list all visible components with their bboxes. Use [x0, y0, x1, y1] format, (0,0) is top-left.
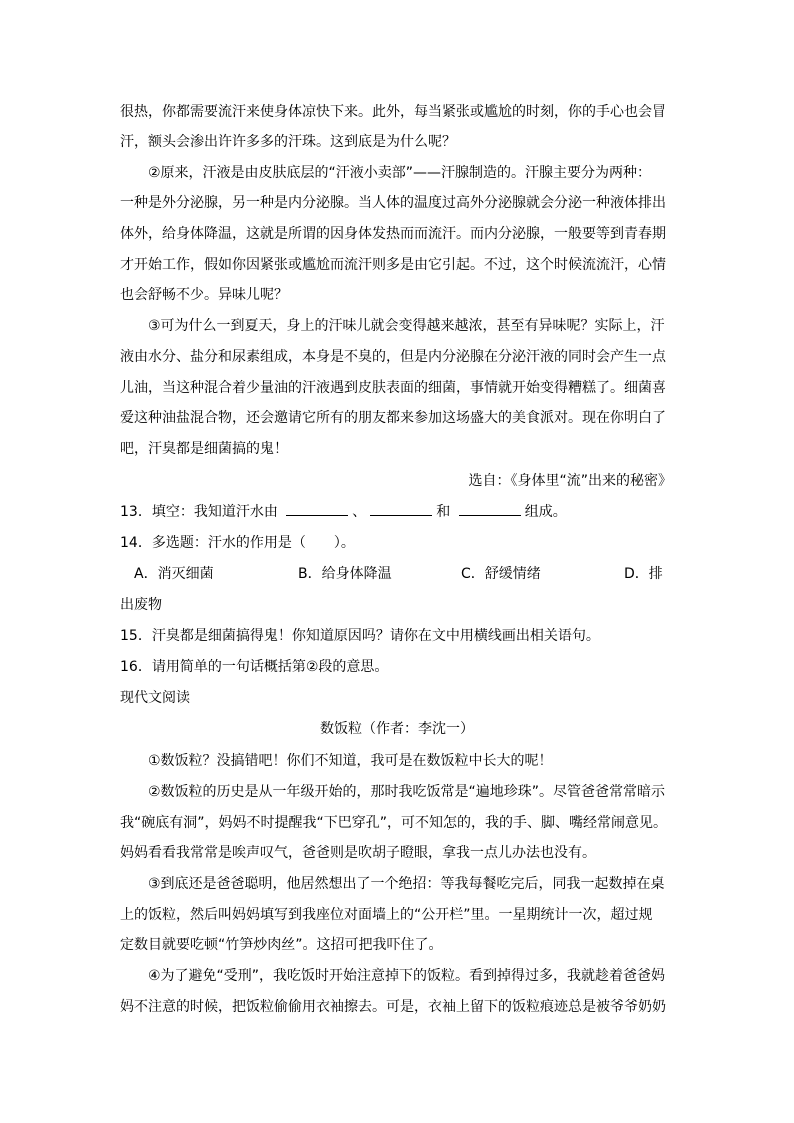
passage1-line-1: 很热，你都需要流汗来使身体凉快下来。此外，每当紧张或尴尬的时刻，你的手心也会冒: [120, 104, 666, 120]
passage1-line-9: 液由水分、盐分和尿素组成，本身是不臭的，但是内分泌腺在分泌汗液的同时会产生一点: [120, 349, 666, 365]
section2-heading: 现代文阅读: [120, 690, 190, 706]
question-13: [120, 502, 567, 522]
question-14: 14．多选题：汗水的作用是（ ）。: [120, 535, 355, 551]
section2-line-5: ③到底还是爸爸聪明，他居然想出了一个绝招：等我每餐吃完后，同我一起数掉在桌: [148, 876, 665, 892]
section2-line-9: 妈不注意的时候，把饭粒偷偷用衣袖擦去。可是，衣袖上留下的饭粒痕迹总是被爷爷奶奶: [120, 999, 666, 1015]
passage1-line-7: 也会舒畅不少。异味儿呢？: [120, 287, 288, 303]
section2-line-7: 定数目就要吃顿“竹笋炒肉丝”。这招可把我吓住了。: [120, 937, 443, 953]
section2-line-3: 我“碗底有洞”，妈妈不时提醒我“下巴穿孔”，可不知怎的，我的手、脚、嘴经常闹意见。: [120, 815, 668, 831]
section2-title: 数饭粒（作者：李沈一）: [320, 721, 474, 737]
q14-option-d-wrap: 出废物: [120, 597, 162, 613]
passage1-line-2: 汗，额头会渗出许许多多的汗珠。这到底是为什么呢？: [120, 134, 456, 150]
passage1-line-5: 体外，给身体降温，这就是所谓的因身体发热而而流汗。而内分泌腺，一般要等到青春期: [120, 226, 666, 242]
q14-option-c[interactable]: C．舒缓情绪: [461, 566, 541, 582]
q13-sep-2: 和: [436, 504, 451, 520]
section2-line-4: 妈妈看看我常常是唉声叹气，爸爸则是吹胡子瞪眼，拿我一点儿办法也没有。: [120, 845, 596, 861]
q13-sep-1: 、: [352, 504, 367, 520]
passage1-line-6: 才开始工作，假如你因紧张或尴尬而流汗则多是由它引起。不过，这个时候流流汗，心情: [120, 257, 666, 273]
section2-line-8: ④为了避免“受刑”，我吃饭时开始注意掉下的饭粒。看到掉得过多，我就趁着爸爸妈: [148, 968, 666, 984]
passage1-line-8: ③可为什么一到夏天，身上的汗味儿就会变得越来越浓，甚至有异味呢？实际上，汗: [148, 318, 665, 334]
passage1-line-10: 儿油，当这种混合着少量油的汗液遇到皮肤表面的细菌，事情就开始变得糟糕了。细菌喜: [120, 380, 666, 396]
question-16: 16．请用简单的一句话概括第②段的意思。: [120, 659, 389, 675]
passage1-source: 选自：《身体里“流”出来的秘密》: [468, 473, 672, 489]
q14-option-b[interactable]: B．给身体降温: [298, 566, 392, 582]
q13-blank-1[interactable]: [286, 503, 348, 516]
q13-suffix: 组成。: [524, 504, 567, 520]
q14-option-a[interactable]: A．消灭细菌: [134, 566, 214, 582]
q14-option-d[interactable]: D．排: [624, 566, 663, 582]
q13-blank-2[interactable]: [370, 503, 432, 516]
passage1-line-11: 爱这种油盐混合物，还会邀请它所有的朋友都来参加这场盛大的美食派对。现在你明白了: [120, 410, 666, 426]
section2-line-2: ②数饭粒的历史是从一年级开始的，那时我吃饭常是“遍地珍珠”。尽管爸爸常常暗示: [148, 784, 666, 800]
question-15: 15．汗臭都是细菌搞得鬼！你知道原因吗？请你在文中用横线画出相关语句。: [120, 628, 600, 644]
passage1-line-12: 吧，汗臭都是细菌搞的鬼！: [120, 441, 288, 457]
section2-line-6: 上的饭粒，然后叫妈妈填写到我座位对面墙上的“公开栏”里。一星期统计一次，超过规: [120, 907, 653, 923]
q13-prefix: 13．填空：我知道汗水由: [120, 504, 278, 520]
section2-line-1: ①数饭粒？没搞错吧！你们不知道，我可是在数饭粒中长大的呢！: [148, 753, 553, 769]
q13-blank-3[interactable]: [459, 503, 521, 516]
passage1-line-4: 一种是外分泌腺，另一种是内分泌腺。当人体的温度过高外分泌腺就会分泌一种液体排出: [120, 195, 666, 211]
passage1-line-3: ②原来，汗液是由皮肤底层的“汗液小卖部”——汗腺制造的。汗腺主要分为两种：: [148, 165, 652, 181]
